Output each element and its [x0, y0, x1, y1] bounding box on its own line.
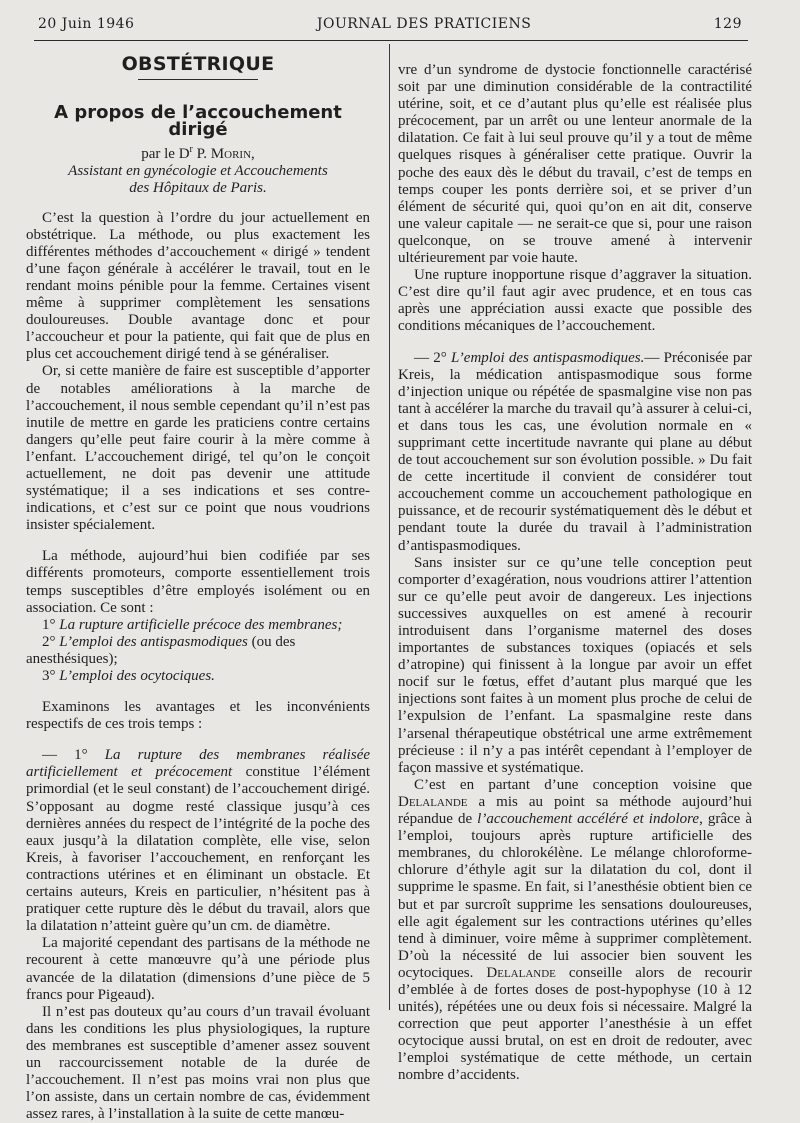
- author-reference: Delalande: [486, 964, 556, 981]
- list-text: L’emploi des antispasmodiques: [59, 633, 248, 650]
- paragraph-delalande: [398, 777, 752, 1085]
- list-number: 1°: [42, 616, 60, 633]
- header-rule: [34, 40, 748, 41]
- byline-sup: r: [189, 144, 193, 156]
- paragraph-method: La méthode, aujourd’hui bien codifiée par ses différents promoteurs, comporte essentiellement trois temps susceptibles d’être employés isolément ou en association. Ce sont :: [26, 548, 370, 616]
- author-reference: Delalande: [398, 793, 468, 810]
- header-page-number: 129: [713, 16, 742, 32]
- paragraph-rupture: [26, 747, 370, 935]
- list-text-rest: (ou des anesthésiques);: [26, 633, 296, 667]
- text-run: a mis au point sa méthode aujourd’hui répandue de: [398, 793, 752, 828]
- list-number: 2°: [42, 633, 60, 650]
- list-text: La rupture artificielle précoce des membranes;: [59, 616, 343, 633]
- affiliation-line-2: des Hôpitaux de Paris.: [129, 180, 267, 197]
- article-title: A propos de l’accouchement dirigé: [54, 102, 342, 141]
- method-name: l’accouchement accéléré et indolore: [477, 811, 700, 828]
- item-body: — Préconisée par Kreis, la médication antispasmodique sous forme d’injection unique ou répétée de spasmalgine vise non pas tant à accélérer la marche du travail qu’à assurer à celui-ci, et dans tous les cas, une évolution normale en « supprimant cette incertitude navrante qui plane au début de tout accouchement sur son évolution possible. » Du fait de cette incertitude il convient de considérer tout accouchement comme un accouchement pathologique en puissance, et de recourir systématiquement dès le début et pendant toute la durée du travail à l’administration d’antispasmodiques.: [398, 349, 752, 554]
- list-item-3: [26, 668, 370, 685]
- item-lead: — 1°: [42, 747, 105, 764]
- section-title: OBSTÉTRIQUE: [121, 53, 275, 75]
- item-body: constitue l’élément primordial (et le seul constant) de l’accouchement dirigé. S’opposant au dogme resté classique jusqu’à ces dernières années du respect de l’intégrité de la poche des eaux jusqu’à la dilatation complète, elle vise, selon Kreis, à favoriser l’accouchement, en renforçant les contractions utérines et en éliminant un obstacle. Et certains auteurs, Kreis en particulier, n’hésitent pas à pratiquer cette rupture dès le début du travail, alors que la dilatation n’atteint guère qu’un cm. de diamètre.: [26, 764, 371, 935]
- item-lead: — 2°: [414, 349, 451, 366]
- column-divider: [389, 44, 390, 1010]
- running-header: [38, 16, 742, 32]
- right-column: [398, 62, 752, 1084]
- text-run: , grâce à l’emploi, toujours après rupture artificielle des membranes, du chlorokélène. Le mélange chloroforme-chlorure d’éthyle agit sur la dilatation du col, dont il supprime le spasme. En fait, si l’anesthésie obtient bien ce but et par surcroît supprime les sensations douloureuses, elle agit également sur les contractions utérines qu’elles tend à diminuer, voire même à supprimer complètement. D’où la nécessité de lui associer bien souvent les ocytociques.: [398, 811, 752, 981]
- paragraph-exaggeration: Sans insister sur ce qu’une telle conception peut comporter d’exagération, nous voudrions attirer l’attention sur ce qu’elle peut avoir de dangereux. Les injections successives auxquelles on est amené à recourir introduisent dans l’organisme maternel des doses importantes de substances toxiques (opiacés et sels d’atropine) qui finissent à la longue par avoir un effet nocif sur le fœtus, effet d’autant plus marqué que les injections sont faites à un moment plus proche de celui de l’expulsion de l’enfant. La spasmalgine reste dans l’arsenal thérapeutique obstétrical une arme extrêmement précieuse : il n’y a pas intérêt cependant à l’employer de façon massive et systématique.: [398, 554, 752, 776]
- paragraph-doubt: Il n’est pas douteux qu’au cours d’un travail évoluant dans les conditions les plus physiologiques, la rupture des membranes est susceptible d’amener assez souvent un raccourcissement notable de la durée de l’accouchement. Il n’est pas moins vrai non plus que l’on assiste, dans un certain nombre de cas, évidemment assez rares, à l’installation à la suite de cette manœu-: [26, 1003, 370, 1123]
- paragraph-warning: Or, si cette manière de faire est susceptible d’apporter de notables améliorations à la marche de l’accouchement, il nous semble cependant qu’il n’est pas inutile de mettre en garde les praticiens contre certains dangers qu’elle peut faire courir à la mère comme à l’enfant. L’accouchement dirigé, tel qu’on le conçoit actuellement, ne doit pas devenir une attitude systématique; il a ses indications et ses contre-indications, et c’est sur ce point que nous voudrions insister spécialement.: [26, 363, 370, 534]
- byline-prefix: par le D: [141, 146, 190, 163]
- section-title-rule: [138, 79, 258, 80]
- text-run: C’est en partant d’une conception voisine que: [414, 776, 752, 793]
- paragraph-inopportune: Une rupture inopportune risque d’aggraver la situation. C’est dire qu’il faut agir avec prudence, et en tous cas après une appréciation aussi exacte que possible des conditions mécaniques de l’accouchement.: [398, 267, 752, 335]
- list-item-2: [26, 634, 370, 668]
- author-name: P. Morin,: [196, 146, 255, 163]
- header-journal-title: JOURNAL DES PRATICIENS: [316, 16, 532, 32]
- text-run: conseille alors de recourir d’emblée à de fortes doses de post-hypophyse (10 à 12 unités), répétées une ou deux fois si nécessaire. Malgré la correction que peut apporter l’anesthésie à un effet ocytocique aussi brutal, on est en droit de redouter, avec l’emploi systématique de cette méthode, un certain nombre d’accidents.: [398, 964, 752, 1084]
- header-date: 20 Juin 1946: [38, 16, 135, 32]
- paragraph-continuation: vre d’un syndrome de dystocie fonctionnelle caractérisé soit par une diminution considérable de la contractilité utérine, soit, et ce d’autant plus qu’elle est réalisée plus précocement, par un arrêt ou une lenteur anormale de la dilatation. Ce fait à lui seul prouve qu’il y a tout de même quelques risques à généraliser cette pratique. Ouvrir la poche des eaux dès le début du travail, c’est de temps en temps couper les ponts derrière soi, et se priver d’un élément de sécurité qui, quoi qu’on en ait dit, conserve une valeur capitale — ne serait-ce que si, pour une raison quelconque, on se trouve amené à intervenir ultérieurement par voie haute.: [398, 62, 752, 267]
- paragraph-majority: La majorité cependant des partisans de la méthode ne recourent à cette manœuvre qu’à une période plus avancée de la dilatation (dimensions d’une pièce de 5 francs pour Pigeaud).: [26, 935, 370, 1003]
- list-text: L’emploi des ocytociques.: [59, 668, 215, 684]
- left-column: [26, 53, 371, 1123]
- list-number: 3°: [42, 668, 60, 684]
- item-heading: L’emploi des antispasmodiques.: [451, 349, 645, 366]
- paragraph-intro: C’est la question à l’ordre du jour actuellement en obstétrique. La méthode, ou plus exactement les différentes méthodes d’accouchement « dirigé » tendent d’une façon générale à accélérer le travail, tout en le rendant moins pénible pour la femme. Certaines visent même à supprimer complètement les sensations douloureuses. Double avantage donc et pour l’accoucheur et pour la patiente, qui fait que de plus en plus cet accouchement dirigé tend à se généraliser.: [26, 209, 370, 363]
- affiliation-line-1: Assistant en gynécologie et Accouchements: [68, 163, 328, 180]
- list-item-1: [26, 617, 370, 634]
- paragraph-antispasmodics: [398, 350, 752, 555]
- paragraph-examine: Examinons les avantages et les inconvénients respectifs de ces trois temps :: [26, 699, 370, 733]
- byline: [26, 141, 370, 163]
- item-heading: La rupture des membranes réalisée artificiellement et précocement: [26, 747, 371, 781]
